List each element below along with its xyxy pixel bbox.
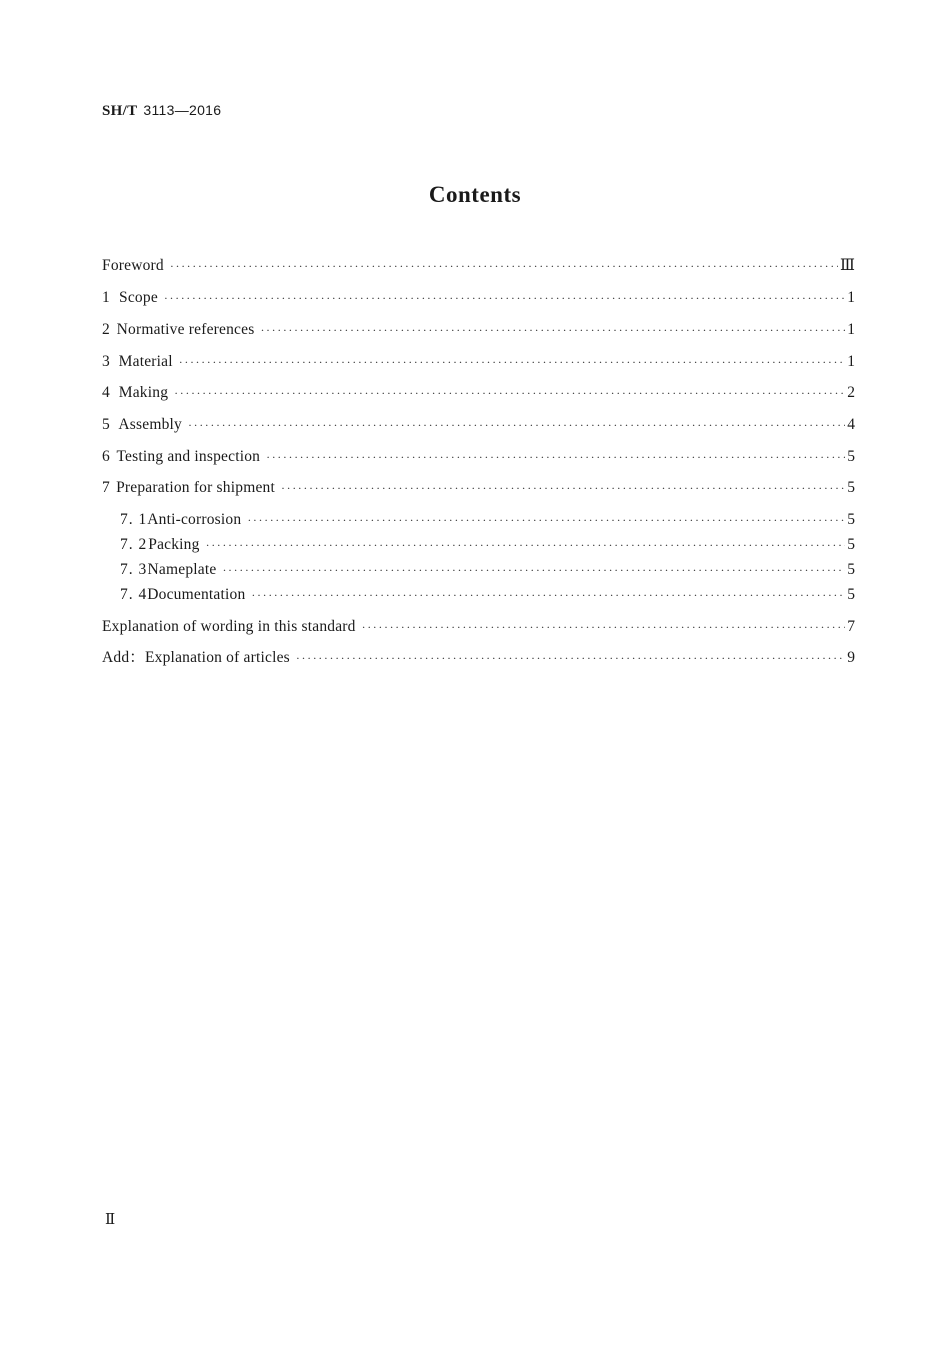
dot-leader (222, 560, 845, 580)
toc-entry-page: 5 (847, 511, 855, 528)
toc-entry-label: Normative references (116, 321, 255, 338)
toc-entry-number: 7. 4 (120, 586, 148, 603)
toc-entry-page: 5 (847, 536, 855, 553)
toc-entry-number: 5 (102, 416, 110, 433)
toc-entry-number: 7. 2 (120, 536, 148, 553)
toc-entry-label: Testing and inspection (116, 448, 261, 465)
toc-entry-label: Preparation for shipment (116, 479, 275, 496)
dot-leader (188, 415, 845, 435)
toc-entry-number: 2 (102, 321, 110, 338)
toc-entry-page: 1 (847, 289, 855, 306)
toc-entry-number: 6 (102, 448, 110, 465)
toc-entry-page: 7 (847, 618, 855, 635)
dot-leader (281, 478, 845, 498)
toc-entry-label: Assembly (118, 416, 183, 433)
dot-leader (296, 648, 845, 668)
standard-number: 3113—2016 (143, 102, 222, 118)
toc-entry-label: Foreword (102, 257, 164, 274)
toc-entry-page: 5 (847, 479, 855, 496)
toc-entry-making[interactable] (102, 383, 855, 403)
toc-entry-label: Nameplate (147, 561, 217, 578)
dot-leader (260, 320, 845, 340)
dot-leader (362, 617, 845, 637)
toc-entry-preparation-for-shipment[interactable] (102, 478, 855, 498)
toc-entry-page: 1 (847, 321, 855, 338)
toc-entry-packing[interactable] (120, 535, 855, 555)
toc-entry-number: 7 (102, 479, 110, 496)
toc-entry-number: 1 (102, 289, 110, 306)
standard-code: SH/T (102, 103, 138, 119)
dot-leader (174, 383, 845, 403)
document-header (102, 102, 221, 120)
toc-entry-number: 7. 1 (120, 511, 148, 528)
toc-entry-explanation-of-articles[interactable] (102, 648, 855, 668)
toc-entry-page: 5 (847, 586, 855, 603)
toc-entry-label: Explanation of wording in this standard (102, 618, 356, 635)
toc-entry-normative-references[interactable] (102, 320, 855, 340)
toc-entry-label: Material (118, 353, 173, 370)
toc-entry-nameplate[interactable] (120, 560, 855, 580)
toc-entry-page: 5 (847, 448, 855, 465)
toc-entry-anti-corrosion[interactable] (120, 510, 855, 530)
toc-entry-page: 4 (847, 416, 855, 433)
toc-entry-assembly[interactable] (102, 415, 855, 435)
dot-leader (251, 585, 845, 605)
page-title: Contents (428, 182, 522, 207)
toc-entry-documentation[interactable] (120, 585, 855, 605)
dot-leader (247, 510, 845, 530)
dot-leader (164, 288, 845, 308)
toc-entry-material[interactable] (102, 352, 855, 372)
toc-entry-label: Making (118, 384, 169, 401)
toc-entry-page: 9 (847, 649, 855, 666)
toc-entry-label: Anti-corrosion (147, 511, 242, 528)
toc-entry-label: Packing (148, 536, 200, 553)
dot-leader (170, 256, 838, 276)
toc-entry-foreword[interactable] (102, 256, 855, 276)
toc-entry-label: Add：Explanation of articles (102, 649, 290, 666)
dot-leader (179, 352, 845, 372)
toc-entry-label: Documentation (147, 586, 246, 603)
toc-entry-scope[interactable] (102, 288, 855, 308)
toc-entry-page: Ⅲ (840, 257, 855, 274)
toc-entry-explanation-of-wording[interactable] (102, 617, 855, 637)
dot-leader (206, 535, 845, 555)
toc-entry-number: 4 (102, 384, 110, 401)
toc-entry-testing-and-inspection[interactable] (102, 447, 855, 467)
toc-entry-number: 3 (102, 353, 110, 370)
toc-entry-label: Scope (119, 289, 158, 306)
toc-entry-page: 2 (847, 384, 855, 401)
page-number: Ⅱ (105, 1212, 116, 1228)
toc-entry-page: 1 (847, 353, 855, 370)
toc-entry-number: 7. 3 (120, 561, 148, 578)
toc-entry-page: 5 (847, 561, 855, 578)
dot-leader (266, 447, 845, 467)
